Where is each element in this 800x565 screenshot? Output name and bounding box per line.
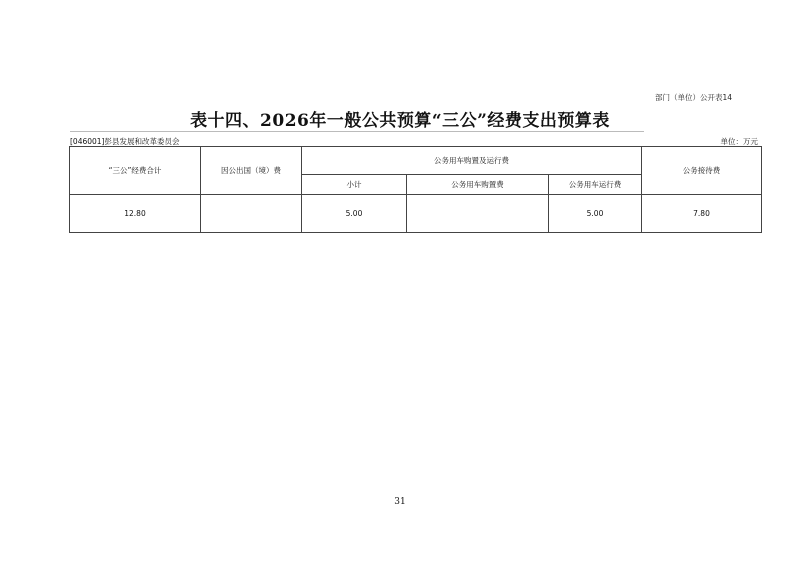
cell-abroad — [201, 195, 302, 233]
table-code-label: 部门（单位）公开表14 — [654, 93, 732, 102]
unit-label: 单位：万元 — [720, 137, 758, 146]
header-subtotal: 小计 — [302, 175, 407, 195]
cell-reception: 7.80 — [642, 195, 762, 233]
page-title: 表十四、2026年一般公共预算“三公”经费支出预算表 — [190, 111, 610, 131]
table-row — [70, 195, 762, 233]
page-number: 31 — [394, 497, 406, 507]
budget-table — [69, 146, 762, 233]
header-total: “三公”经费合计 — [70, 147, 201, 195]
header-abroad: 因公出国（境）费 — [201, 147, 302, 195]
title-underline — [70, 131, 644, 132]
cell-purchase — [407, 195, 549, 233]
table-header-row — [70, 147, 762, 175]
header-vehicle-group: 公务用车购置及运行费 — [302, 147, 642, 175]
header-purchase: 公务用车购置费 — [407, 175, 549, 195]
cell-operation: 5.00 — [549, 195, 642, 233]
organization-label: [046001]彭县发展和改革委员会 — [70, 137, 180, 146]
header-reception: 公务接待费 — [642, 147, 762, 195]
cell-total: 12.80 — [70, 195, 201, 233]
header-operation: 公务用车运行费 — [549, 175, 642, 195]
cell-subtotal: 5.00 — [302, 195, 407, 233]
